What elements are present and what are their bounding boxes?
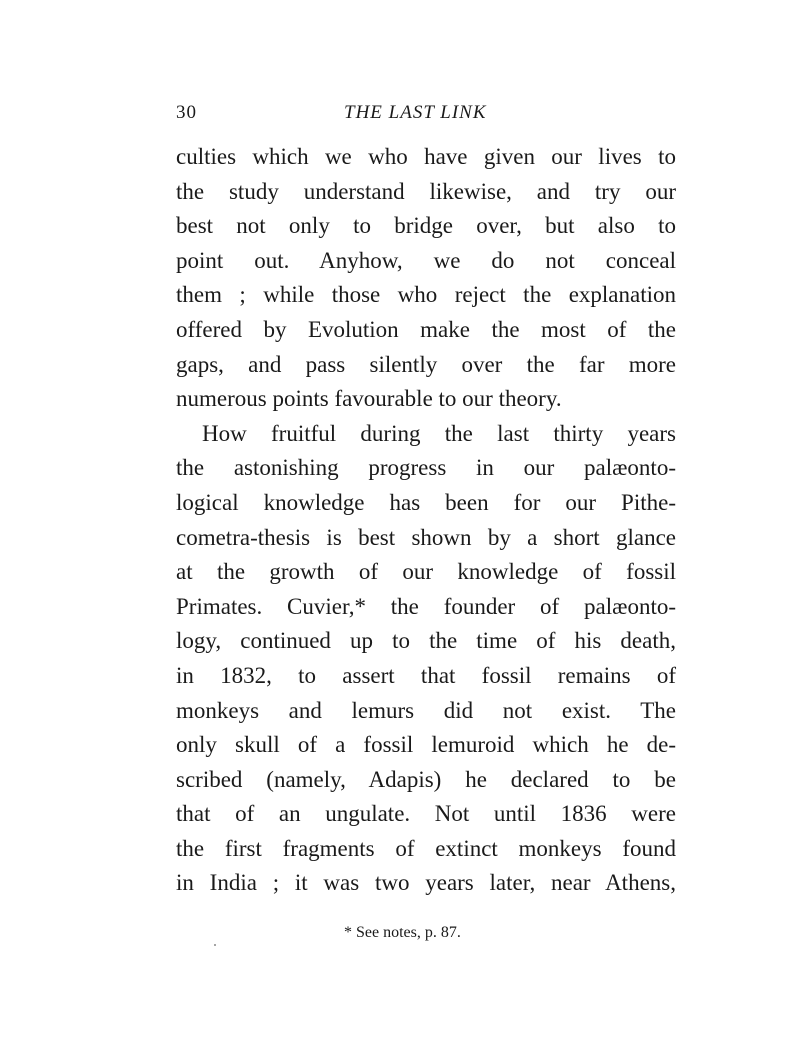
text-line: only skull of a fossil lemuroid which he de- (176, 732, 676, 758)
text-line: at the growth of our knowledge of fossil (176, 559, 676, 585)
paragraph-1 (176, 140, 676, 417)
text-line: best not only to bridge over, but also to (176, 213, 676, 239)
paragraph-2 (176, 417, 676, 901)
text-line: numerous points favourable to our theory. (176, 386, 562, 412)
body-text (176, 140, 676, 901)
text-line: that of an ungulate. Not until 1836 were (176, 801, 676, 827)
text-line: Primates. Cuvier,* the founder of palæonto- (176, 593, 676, 619)
text-line: monkeys and lemurs did not exist. The (176, 697, 676, 723)
text-line: them ; while those who reject the explanation (176, 282, 676, 308)
text-line: cometra-thesis is best shown by a short glance (176, 524, 676, 550)
paper-speck (214, 944, 216, 946)
text-line: point out. Anyhow, we do not conceal (176, 247, 676, 273)
text-line: How fruitful during the last thirty years (202, 420, 676, 446)
text-line: logical knowledge has been for our Pithe- (176, 489, 676, 515)
page-header (176, 102, 676, 130)
text-line: scribed (namely, Adapis) he declared to be (176, 766, 676, 792)
text-line: the study understand likewise, and try our (176, 178, 676, 204)
page-number: 30 (176, 102, 197, 123)
text-line: culties which we who have given our lives to (176, 144, 676, 169)
text-line: gaps, and pass silently over the far more (176, 351, 676, 377)
running-title: THE LAST LINK (344, 102, 487, 123)
text-line: the first fragments of extinct monkeys found (176, 835, 676, 861)
text-line: offered by Evolution make the most of the (176, 316, 676, 342)
footnote: * See notes, p. 87. (344, 924, 461, 941)
text-line: in 1832, to assert that fossil remains of (176, 662, 676, 688)
text-line: in India ; it was two years later, near Athens, (176, 870, 676, 896)
text-line: the astonishing progress in our palæonto- (176, 455, 676, 481)
text-line: logy, continued up to the time of his death, (176, 628, 676, 654)
